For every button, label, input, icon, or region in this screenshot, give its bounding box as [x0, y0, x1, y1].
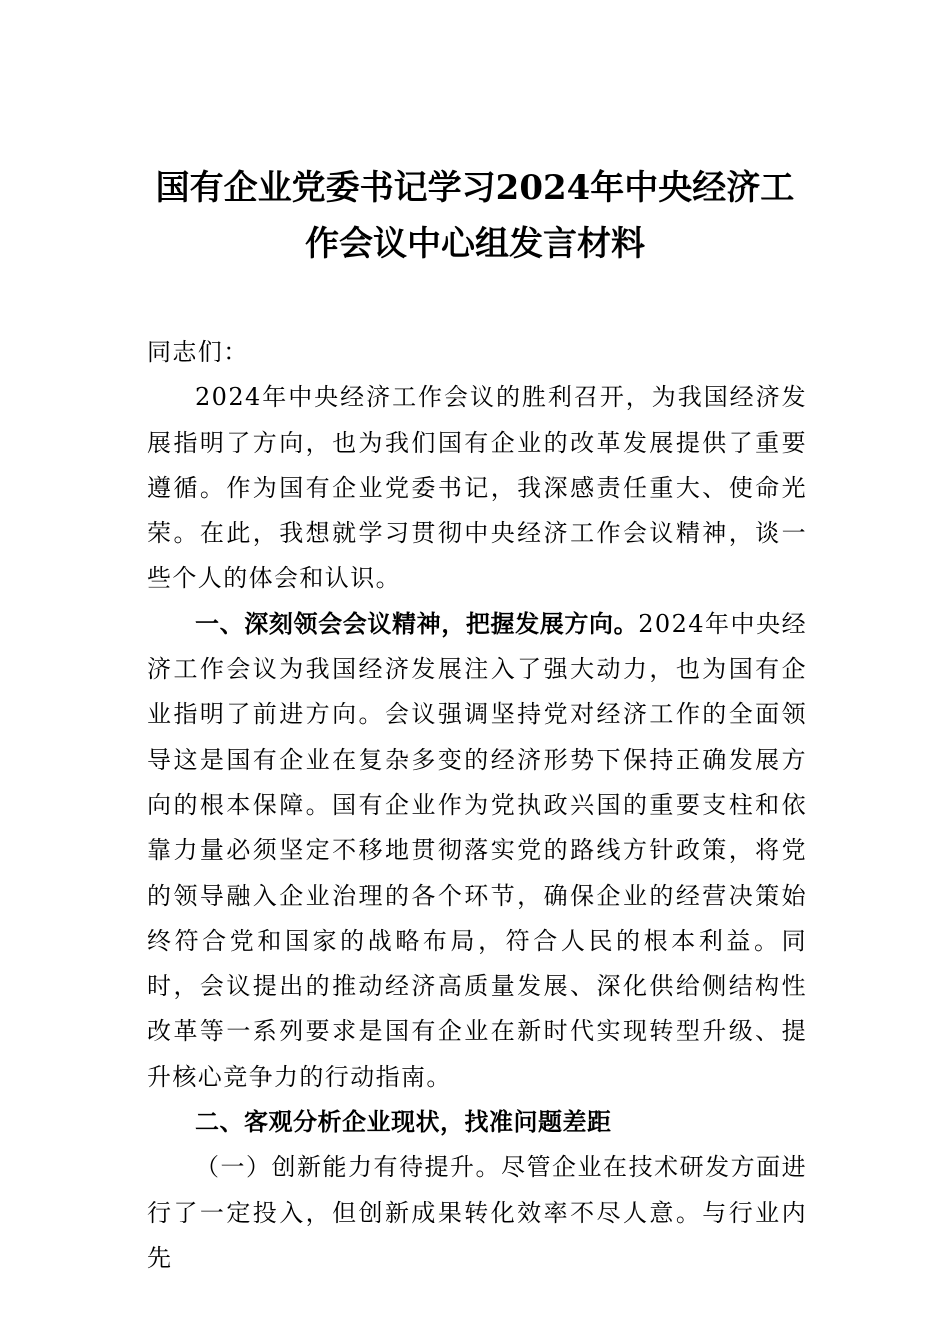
section-2-sub-1: （一）创新能力有待提升。尽管企业在技术研发方面进行了一定投入，但创新成果转化效率不尽人意。与行业内先 — [147, 1153, 807, 1272]
section-1-text: 2024年中央经济工作会议为我国经济发展注入了强大动力，也为国有企业指明了前进方向。会议强调坚持党对经济工作的全面领导这是国有企业在复杂多变的经济形势下保持正确发展方向的根本保障。国有企业作为党执政兴国的重要支柱和依靠力量必须坚定不移地贯彻落实党的路线方针政策，将党的领导融入企业治理的各个环节，确保企业的经营决策始终符合党和国家的战略布局，符合人民的根本利益。同时，会议提出的推动经济高质量发展、深化供给侧结构性改革等一系列要求是国有企业在新时代实现转型升级、提升核心竞争力的行动指南。 — [147, 609, 808, 1091]
salutation: 同志们： — [147, 338, 249, 366]
intro-paragraph: 2024年中央经济工作会议的胜利召开，为我国经济发展指明了方向，也为我们国有企业的改革发展提供了重要遵循。作为国有企业党委书记，我深感责任重大、使命光荣。在此，我想就学习贯彻中央经济工作会议精神，谈一些个人的体会和认识。 — [147, 383, 807, 593]
section-2-heading: 二、客观分析企业现状，找准问题差距 — [195, 1108, 612, 1137]
title-line-1: 国有企业党委书记学习2024年中央经济工 — [155, 168, 795, 208]
title-line-2: 作会议中心组发言材料 — [305, 224, 645, 264]
document-body — [147, 330, 807, 1281]
section-1-paragraph — [147, 602, 807, 1100]
section-1-heading: 一、深刻领会会议精神，把握发展方向。 — [195, 609, 639, 638]
document-title — [145, 160, 805, 272]
